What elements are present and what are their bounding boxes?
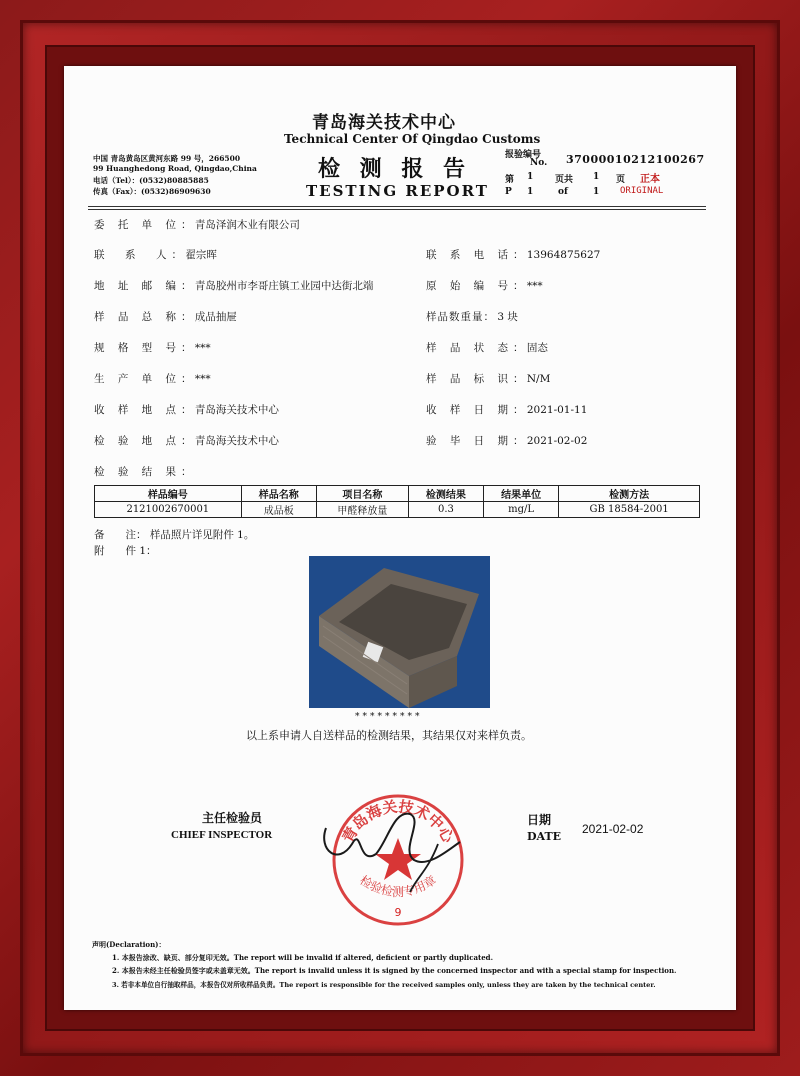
- report-title-cn: 检 测 报 告: [318, 156, 471, 182]
- header-sample-name: 样品名称: [241, 486, 316, 502]
- producer-row: 生 产 单 位： ***: [94, 373, 211, 385]
- producer-label: 生 产 单 位: [94, 373, 182, 385]
- results-header-row: [95, 486, 700, 502]
- date-label-en: DATE: [527, 830, 562, 843]
- page-en-1: P: [505, 187, 512, 197]
- contact-row: 联 系 人： 翟宗晖: [94, 249, 217, 261]
- header-divider-top: [88, 206, 706, 207]
- institution-title-cn: 青岛海关技术中心: [312, 113, 456, 133]
- stamp-bottom-text: 检验检测专用章: [357, 873, 439, 899]
- orig-no-row: 原 始 编 号： ***: [426, 280, 543, 292]
- mark-value: N/M: [526, 373, 551, 385]
- cell-unit: mg/L: [484, 502, 559, 518]
- page-cn-3: 页共: [555, 175, 574, 185]
- finish-date-label: 验 毕 日 期: [426, 435, 514, 447]
- phone-label: 联 系 电 话: [426, 249, 514, 261]
- result-label: 检 验 结 果: [94, 466, 182, 478]
- qty-row: 样品数重量： 3 块: [426, 311, 518, 323]
- address-line-2: 99 Huanghedong Road, Qingdao,China: [93, 164, 257, 173]
- producer-value: ***: [194, 373, 211, 385]
- original-mark-en: ORIGINAL: [620, 186, 664, 196]
- header-method: 检测方法: [559, 486, 700, 502]
- state-row: 样 品 状 态： 固态: [426, 342, 548, 354]
- recv-date-label: 收 样 日 期: [426, 404, 514, 416]
- page-en-3: of: [558, 187, 568, 197]
- inspector-label-en: CHIEF INSPECTOR: [171, 829, 273, 841]
- header-item-name: 项目名称: [316, 486, 408, 502]
- address-label: 地 址 邮 编: [94, 280, 182, 292]
- official-stamp: [318, 780, 478, 940]
- spec-row: 规 格 型 号： ***: [94, 342, 211, 354]
- finish-date-row: 验 毕 日 期： 2021-02-02: [426, 435, 588, 447]
- report-number: 370000102121002​67: [566, 153, 705, 166]
- cell-item-name: 甲醛释放量: [316, 502, 408, 518]
- sample-photo: [309, 556, 490, 708]
- page-en-4: 1: [593, 187, 600, 197]
- attach-label: 附 件 1: [94, 545, 147, 557]
- inspector-label-cn: 主任检验员: [202, 811, 263, 825]
- remark-label: 备 注: [94, 529, 136, 541]
- orig-no-label: 原 始 编 号: [426, 280, 514, 292]
- declaration-item-3: 3. 若非本单位自行抽取样品，本报告仅对所收样品负责。The report is responsible for the received samples only, unless they are taken by the technical center.: [112, 981, 656, 989]
- separator-stars: *********: [355, 712, 423, 722]
- header-sample-no: 样品编号: [95, 486, 242, 502]
- finish-date-value: 2021-02-02: [526, 435, 588, 447]
- client-row: 委 托 单 位： 青岛泽润木业有限公司: [94, 219, 300, 231]
- cell-sample-no: 2121002670001: [95, 502, 242, 518]
- test-place-value: 青岛海关技术中心: [194, 435, 279, 447]
- page-cn-4: 1: [593, 172, 600, 182]
- date-value: 2021-02-02: [582, 822, 644, 836]
- sample-name-value: 成品抽屉: [194, 311, 237, 323]
- contact-value: 翟宗晖: [185, 249, 217, 261]
- report-title-en: TESTING REPORT: [306, 182, 489, 200]
- recv-place-value: 青岛海关技术中心: [194, 404, 279, 416]
- test-place-label: 检 验 地 点: [94, 435, 182, 447]
- phone-value: 13964875627: [526, 249, 601, 261]
- header-divider-bottom: [88, 209, 706, 210]
- institution-title-en: Technical Center Of Qingdao Customs: [284, 132, 541, 146]
- test-place-row: 检 验 地 点： 青岛海关技术中心: [94, 435, 279, 447]
- report-no-label-en: No.: [530, 158, 548, 168]
- cell-sample-name: 成品板: [241, 502, 316, 518]
- spec-label: 规 格 型 号: [94, 342, 182, 354]
- address-value: 青岛胶州市李哥庄镇工业园中达街北端: [194, 280, 374, 292]
- client-label: 委 托 单 位: [94, 219, 182, 231]
- date-label-cn: 日期: [527, 813, 552, 827]
- recv-place-label: 收 样 地 点: [94, 404, 182, 416]
- cell-method: GB 18584-2001: [559, 502, 700, 518]
- stamp-number: 9: [394, 906, 402, 919]
- page-cn-5: 页: [616, 175, 626, 185]
- address-line-1: 中国 青岛黄岛区黄河东路 99 号，266500: [93, 154, 241, 163]
- declaration-item-1: 1. 本报告涂改、缺页、部分复印无效。The report will be invalid if altered, deficient or partly duplicated.: [112, 953, 494, 962]
- recv-date-value: 2021-01-11: [526, 404, 588, 416]
- stamp-top-text: 青岛海关技术中心: [338, 797, 458, 846]
- recv-date-row: 收 样 日 期： 2021-01-11: [426, 404, 588, 416]
- qty-value: 3 块: [497, 311, 518, 323]
- page-cn-1: 第: [505, 175, 515, 185]
- client-value: 青岛泽润木业有限公司: [194, 219, 300, 231]
- header-result: 检测结果: [408, 486, 483, 502]
- declaration-item-2: 2. 本报告未经主任检验员签字或未盖章无效。The report is invalid unless it is signed by the concerned inspector and with a special stamp for inspection.: [112, 966, 677, 975]
- table-row: [95, 502, 700, 518]
- fax-line: 传真（Fax）：(0532)86909630: [93, 187, 211, 196]
- page-cn-2: 1: [527, 172, 534, 182]
- orig-no-value: ***: [526, 280, 543, 292]
- cell-result: 0.3: [408, 502, 483, 518]
- sample-name-label: 样 品 总 称: [94, 311, 182, 323]
- sample-name-row: 样 品 总 称： 成品抽屉: [94, 311, 237, 323]
- original-mark-cn: 正本: [640, 174, 660, 185]
- mark-row: 样 品 标 识： N/M: [426, 373, 551, 385]
- state-label: 样 品 状 态: [426, 342, 514, 354]
- state-value: 固态: [526, 342, 548, 354]
- contact-label: 联 系 人: [94, 249, 172, 261]
- report-no-label-cn: 报验编号: [505, 150, 542, 160]
- result-row: 检 验 结 果：: [94, 466, 192, 478]
- remark-row: 备 注： 样品照片详见附件 1。: [94, 529, 255, 541]
- phone-line: 电话（Tel）：(0532)80885885: [93, 176, 209, 185]
- svg-text:检验检测专用章: [357, 872, 438, 899]
- phone-row: 联 系 电 话： 13964875627: [426, 249, 601, 261]
- disclaimer-text: 以上系申请人自送样品的检测结果，其结果仅对来样负责。: [246, 729, 532, 742]
- address-row: 地 址 邮 编： 青岛胶州市李哥庄镇工业园中达街北端: [94, 280, 374, 292]
- qty-label: 样品数重量: [426, 311, 484, 323]
- attach-row: 附 件 1：: [94, 545, 157, 557]
- declaration-title: 声明(Declaration)：: [92, 940, 166, 949]
- header-unit: 结果单位: [484, 486, 559, 502]
- mark-label: 样 品 标 识: [426, 373, 514, 385]
- drawer-image: [309, 556, 490, 708]
- page-en-2: 1: [527, 187, 534, 197]
- spec-value: ***: [194, 342, 211, 354]
- remark-value: 样品照片详见附件 1。: [149, 529, 255, 541]
- results-table: [94, 485, 700, 518]
- recv-place-row: 收 样 地 点： 青岛海关技术中心: [94, 404, 279, 416]
